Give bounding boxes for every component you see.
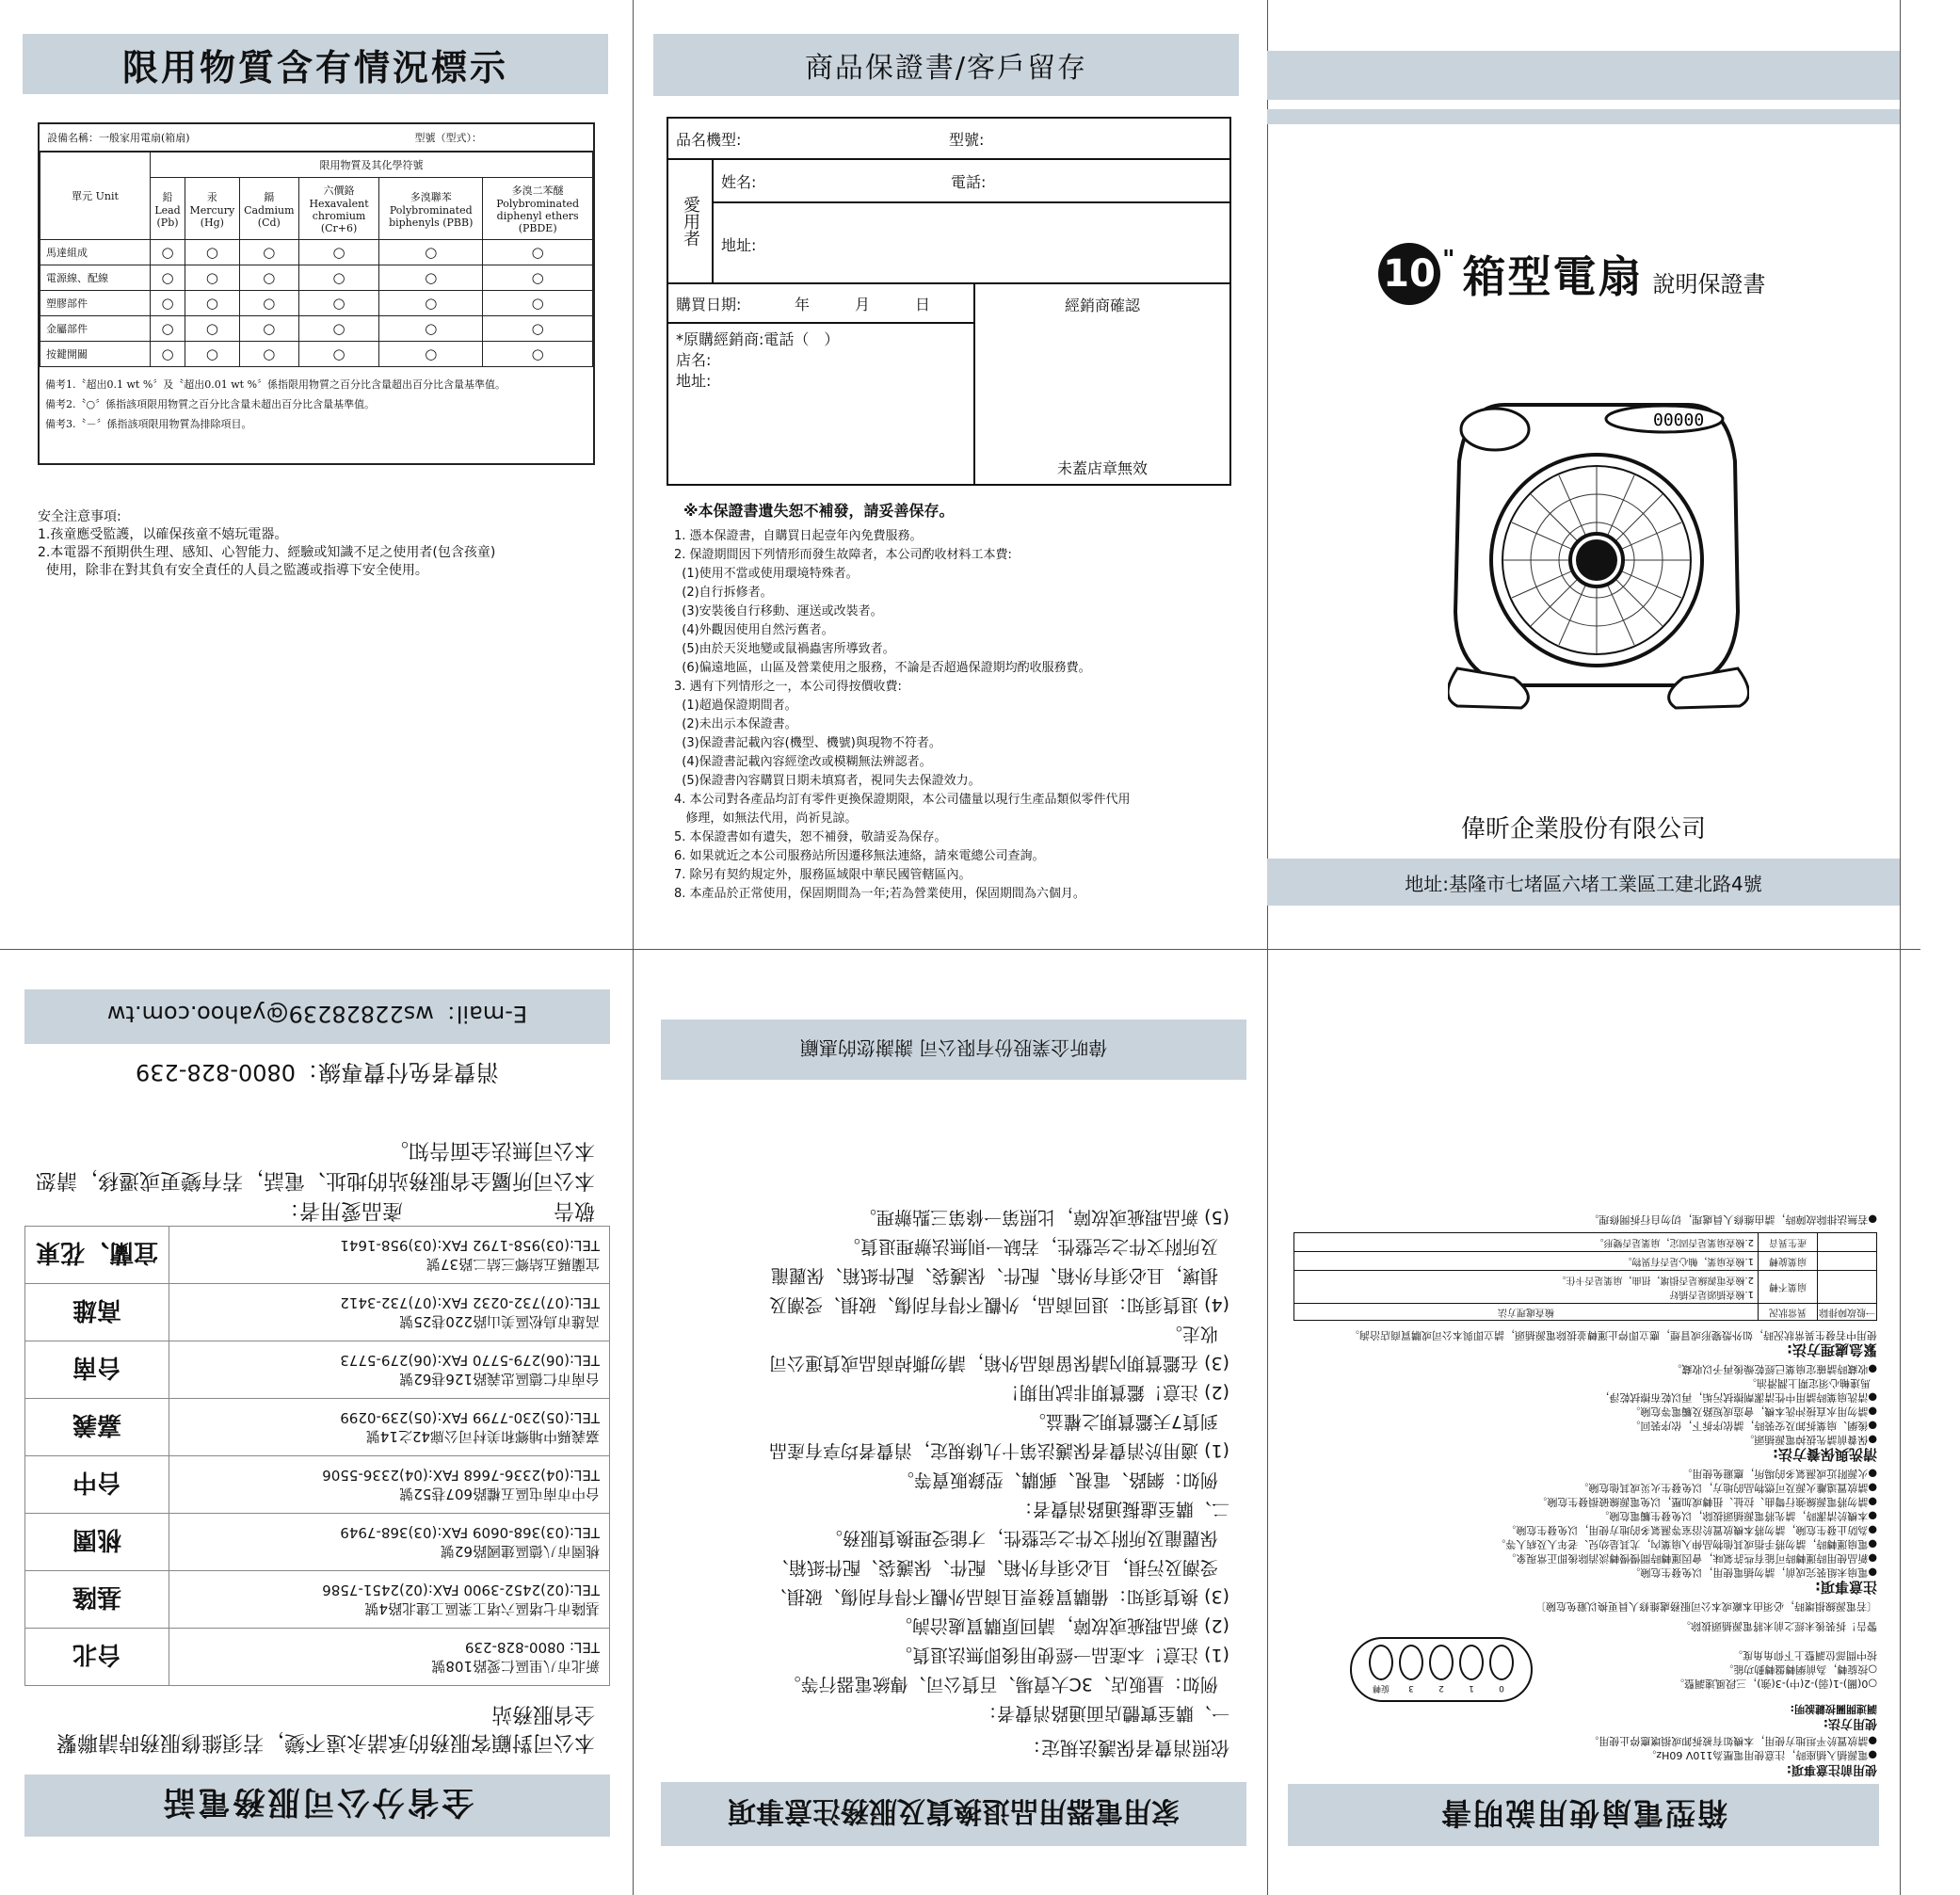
return-line: 例如：網路、電視、郵購、型錄販賣等。: [895, 1469, 1229, 1490]
service-intro: 本公司對顧客服務的承諾永遠不變，若須維修服務時請聯繫全省服務站: [56, 1702, 595, 1754]
size-value: 10: [1383, 252, 1436, 296]
branch-row: [25, 1341, 610, 1399]
mark-cell: ○: [298, 265, 378, 291]
mark-cell: ○: [379, 291, 483, 316]
manual-panel: [1267, 950, 1900, 1895]
product-subtitle: 說明保證書: [1652, 270, 1766, 297]
warranty-term-line: (6)偏遠地區，山區及營業使用之服務，不論是否超過保證期均酌收服務費。: [674, 661, 1091, 675]
fault-spacer: [1818, 1233, 1877, 1252]
fault-row: [1294, 1233, 1877, 1252]
mark-cell: ○: [379, 240, 483, 265]
button-label: 旋轉: [1373, 1683, 1390, 1693]
company-address: 地址:基隆市七堵區六堵工業區工建北路4號: [1405, 872, 1762, 895]
return-line: 到貨7天鑑賞期之權益。: [1027, 1411, 1229, 1432]
emergency-text: 使用中若發生異常狀況時，如外殼變形或冒煙，應立即停止運轉並拔除電源插頭，請立即與本公司或購買商店洽詢。: [1349, 1329, 1877, 1341]
fan-illustration: [1448, 386, 1749, 725]
branch-contact: [169, 1284, 610, 1341]
fold-line-3: [1900, 0, 1901, 1895]
unstamped-label: 未蓋店章無效: [1056, 459, 1148, 477]
warranty-term-line: 2. 保證期間因下列情形而發生故障者，本公司酌收材料工本費:: [674, 548, 1012, 562]
branch-row: [25, 1227, 610, 1284]
fault-header-status: 異常狀況: [1759, 1304, 1818, 1321]
fault-action: 1.檢查插頭是否插好 2.檢查電源線是否損壞，扭曲，扇葉是否卡住。: [1294, 1271, 1759, 1304]
size-badge: [1378, 243, 1440, 305]
cover-top-band: [1267, 51, 1900, 100]
mark-cell: ○: [151, 316, 185, 342]
restricted-notes: [40, 367, 593, 442]
table-row: [40, 291, 593, 316]
unit-cell: 按鍵開關: [40, 342, 151, 367]
return-footer: 偉昕企業股份有限公司 謝謝您的惠顧: [799, 1036, 1108, 1060]
device-model: 型號（型式）：: [414, 132, 482, 144]
branch-row: [25, 1399, 610, 1456]
fault-spacer: [1818, 1252, 1877, 1271]
return-policy-panel: [633, 950, 1267, 1895]
branch-name: 台北: [25, 1629, 169, 1686]
warranty-term-line: (1)使用不當或使用環境特殊者。: [674, 567, 859, 581]
substance-column-header: 多溴二苯醚 Polybrominated diphenyl ethers (PBDE): [483, 178, 593, 240]
branch-contact: [169, 1456, 610, 1514]
cleaning-line: ●後網、扇葉拆卸及安裝時，請依序拆下，依序裝回。: [1630, 1420, 1877, 1432]
branch-name: 台中: [25, 1456, 169, 1514]
warranty-term-line: 修理，如無法代用，尚祈見諒。: [674, 811, 858, 826]
table-row: [40, 265, 593, 291]
safety-section: [38, 508, 495, 580]
branch-tel: TEL:(06)279-5770 FAX:(06)279-5773: [340, 1352, 600, 1369]
restricted-table: [40, 152, 593, 367]
branch-address: 嘉義縣中埔鄉和美村司公廍42之14號: [365, 1428, 600, 1445]
branch-contact: [169, 1514, 610, 1571]
unit-cell: 塑膠部件: [40, 291, 151, 316]
warranty-term-line: (2)未出示本保證書。: [674, 717, 797, 731]
button-label: 2: [1438, 1683, 1444, 1693]
mark-cell: ○: [298, 316, 378, 342]
cleaning-line: ●清洗扇葉時請用中性清潔劑擦拭污垢，再以乾布擦拭乾淨，: [1599, 1391, 1877, 1404]
branch-contact: [169, 1227, 610, 1284]
button-label: 1: [1469, 1683, 1474, 1693]
unit-header: 單元 Unit: [40, 153, 151, 240]
company-name: 偉昕企業股份有限公司: [1460, 815, 1706, 843]
mark-cell: ○: [185, 265, 240, 291]
branch-tel: TEL:(07)732-0232 FAX:(07)732-3412: [340, 1294, 600, 1311]
fault-status: 扇葉旋轉: [1759, 1252, 1818, 1271]
warranty-term-line: (2)自行拆修者。: [674, 586, 773, 600]
pre-use-title: 使用前注意事項:: [1786, 1762, 1877, 1776]
return-line: 及所附文件之完整性，若缺一則無法辦理退貨。: [842, 1236, 1229, 1257]
caution-line: ●為防止發生危險，請勿將本機放置於浴室等濕氣多的地方使用，以免發生危險。: [1505, 1524, 1877, 1536]
user-label-text: 愛用者: [681, 196, 700, 247]
warranty-term-line: 4. 本公司對各產品均訂有零件更換保證期限，本公司儘量以現行生產品類似零件代用: [674, 793, 1131, 807]
caution-line: ●火源附近或濕氣多的場所，應避免使用。: [1681, 1468, 1877, 1480]
warranty-term-line: (1)超過保證期間者。: [674, 699, 797, 713]
mark-cell: ○: [185, 342, 240, 367]
service-title-bar: [24, 1775, 610, 1837]
control-title: 調速開關按鍵說明:: [1790, 1703, 1877, 1715]
button-label: 3: [1408, 1683, 1414, 1693]
email-bar: [24, 989, 610, 1044]
warranty-term-line: (4)保證書記載內容經塗改或模糊無法辨認者。: [674, 755, 932, 769]
month-label: 月: [855, 295, 871, 313]
control-line: 按中間部位調整上下仰角角度。: [1732, 1649, 1877, 1662]
branch-name: 嘉義: [25, 1399, 169, 1456]
branch-name: 宜蘭、花東: [25, 1227, 169, 1284]
branch-contact: [169, 1399, 610, 1456]
return-footer-bar: [661, 1020, 1246, 1080]
warranty-term-line: 3. 遇有下列情形之一，本公司得按價收費:: [674, 680, 902, 694]
purchase-date-label: 購買日期:: [676, 295, 742, 313]
branch-tel: TEL: 0800-828-239: [464, 1639, 600, 1656]
mark-cell: ○: [185, 291, 240, 316]
restricted-substances-panel: [0, 0, 633, 949]
manual-title-bar: [1288, 1784, 1879, 1846]
fault-action: 2.檢查扇葉是否固定，扇葉是否變形。: [1294, 1233, 1759, 1252]
branch-address: 台南市仁德區忠義路126巷62號: [399, 1371, 600, 1388]
caution-line: ●電扇未組裝完成前，請勿插電使用，以免發生危險。: [1630, 1566, 1877, 1579]
warranty-term-line: (4)外觀因使用自然污舊者。: [674, 623, 834, 637]
lost-notice: ※本保證書遺失恕不補發，請妥善保存。: [683, 502, 955, 520]
product-name: 箱型電扇: [1462, 251, 1644, 302]
pre-use-line: ●請放置於平坦地方使用，本機如有被拆卸或損壞應停止使用。: [1588, 1735, 1877, 1747]
shop-address-label: 地址:: [676, 372, 712, 390]
cleaning-line: 馬達軸心須定期上潤滑油。: [1746, 1377, 1877, 1389]
year-label: 年: [795, 295, 811, 313]
branch-row: [25, 1514, 610, 1571]
fault-header-row: [1294, 1304, 1877, 1321]
service-email: E-mail：ws22828239@yahoo.com.tw: [106, 1001, 528, 1028]
control-line: ○按旋轉，為前網轉盤轉動功能。: [1723, 1663, 1877, 1676]
manual-title: 箱型電扇使用說明書: [1439, 1795, 1728, 1831]
final-note: ●若無法排除故障時，請由維修人員處理，切勿自行拆開修理。: [1588, 1213, 1877, 1226]
restricted-title-bar: [23, 34, 608, 94]
return-line: 損壞，且必須有外箱、配件、保護袋、配件紙箱、保麗龍: [770, 1265, 1229, 1286]
branch-tel: TEL:(03)368-0609 FAX:(03)368-7949: [340, 1524, 600, 1541]
restricted-title: 限用物質含有情況標示: [121, 46, 508, 88]
cleaning-line: ●請勿用水直接沖洗本機，會造成短路及觸電等危險。: [1630, 1405, 1877, 1418]
safety-line: 1.孩童應受監護，以確保孩童不嬉玩電器。: [38, 527, 288, 542]
cleaning-line: ●收藏時請確定扇葉已經乾燥後再予以收藏。: [1671, 1363, 1877, 1375]
mark-cell: ○: [483, 342, 593, 367]
service-table: [24, 1226, 610, 1686]
mark-cell: ○: [298, 291, 378, 316]
warranty-terms: [674, 527, 1131, 904]
fan-control-button[interactable]: [1489, 1645, 1514, 1694]
return-intro: 依照消費者保護法規定：: [1022, 1737, 1229, 1759]
dealer-phone-label: *原購經銷商:電話（ ）: [676, 330, 840, 348]
branch-address: 台中市南屯區五權路607巷52號: [399, 1485, 600, 1502]
branch-tel: TEL:(03)958-1792 FAX:(03)958-1641: [340, 1237, 600, 1254]
return-line: (2) 新品瑕疵或故障，請回原購買處洽詢。: [894, 1615, 1229, 1636]
mark-cell: ○: [151, 342, 185, 367]
service-panel: [0, 950, 633, 1895]
dealer-confirm-label: 經銷商確認: [1064, 297, 1140, 314]
branch-address: 高雄市鳥松區美山路220巷25號: [399, 1313, 600, 1330]
safety-line: 使用，除非在對其負有安全責任的人員之監護或指導下安全使用。: [38, 563, 428, 578]
caution-line: ●請放置遠離火源及可燃物品的地方，以免發生火災或其他危險。: [1578, 1482, 1877, 1494]
branch-name: 桃園: [25, 1514, 169, 1571]
warranty-term-line: 8. 本產品於正常使用，保固期間為一年;若為營業使用，保固期間為六個月。: [674, 887, 1085, 901]
pre-use-line: ●電源插入插座時，注意使用電壓為110V 60Hz。: [1646, 1749, 1877, 1761]
return-line: 受潮及污損，且必須有外箱、配件、保護袋、配件紙箱、: [770, 1557, 1229, 1578]
size-unit: ": [1442, 246, 1455, 274]
mark-cell: ○: [379, 265, 483, 291]
mark-cell: ○: [483, 265, 593, 291]
cover-address-bar: [1267, 859, 1900, 906]
return-line: (2) 注意！鑑賞期非試用期！: [1002, 1382, 1229, 1403]
fault-table: [1293, 1232, 1877, 1321]
branch-name: 高雄: [25, 1284, 169, 1341]
mark-cell: ○: [239, 240, 298, 265]
return-line: 保麗龍及所附文件之完整性，才能受理換貨服務。: [824, 1528, 1229, 1549]
mark-cell: ○: [239, 265, 298, 291]
device-name: 設備名稱：一般家用電扇(箱扇): [47, 132, 190, 144]
warranty-panel: [633, 0, 1267, 949]
control-panel: [1350, 1637, 1533, 1702]
mark-cell: ○: [151, 240, 185, 265]
unit-cell: 電源線、配線: [40, 265, 151, 291]
button-shape: [1369, 1645, 1393, 1680]
fan-control-button[interactable]: [1459, 1645, 1484, 1694]
branch-tel: TEL:(02)2452-3900 FAX:(02)2451-7586: [322, 1582, 600, 1598]
warranty-term-line: 5. 本保證書如有遺失，恕不補發，敬請妥為保存。: [674, 830, 947, 844]
restricted-table-box: [38, 122, 595, 465]
mark-cell: ○: [483, 316, 593, 342]
mark-cell: ○: [298, 342, 378, 367]
branch-address: 基隆市七堵區六堵工業區工建北路4號: [364, 1600, 600, 1617]
button-shape: [1399, 1645, 1423, 1680]
unit-cell: 金屬部件: [40, 316, 151, 342]
button-shape: [1489, 1645, 1514, 1680]
return-sections: [769, 1202, 1229, 1727]
return-line: 一、購至實體店面通路消費者：: [978, 1703, 1229, 1724]
table-row: [40, 342, 593, 367]
control-line: ○0(關)-1(弱)-2(中)-3(強)，三段風速調整。: [1674, 1678, 1877, 1690]
name-label: 姓名:: [721, 172, 757, 191]
safety-title: 安全注意事項:: [38, 509, 121, 524]
fault-action: 1.檢查扇葉，軸心是否有異物。: [1294, 1252, 1759, 1271]
mark-cell: ○: [239, 291, 298, 316]
return-line: 二、購至虛擬通路消費者：: [1014, 1499, 1229, 1519]
unit-cell: 馬達組成: [40, 240, 151, 265]
cover-title: [1378, 243, 1766, 305]
fault-status: 扇葉不轉: [1759, 1271, 1818, 1304]
shop-name-label: 店名:: [676, 351, 712, 369]
user-label: [668, 160, 714, 282]
return-line: (4) 退貨須知：退回商品，外觀不得有刮傷、破損、受潮及: [769, 1294, 1229, 1315]
manual-body: [1293, 1212, 1877, 1776]
caution-line: ●電扇運轉時，請勿將手指或其他物品伸入扇葉內，尤其是幼兒、老年人及病人等。: [1495, 1538, 1877, 1550]
service-notice: [30, 1134, 595, 1225]
caution-title: 注意事項:: [1815, 1579, 1877, 1596]
product-model-label: 品名機型:: [676, 130, 742, 149]
warranty-term-line: 1. 憑本保證書，自購買日起壹年內免費服務。: [674, 529, 923, 543]
warranty-title-bar: [653, 34, 1239, 96]
repair-note: 〔若電源線損壞時，必須由本廠或本公司服務處維修人員更換以避免危險〕: [1535, 1600, 1877, 1613]
return-line: (1) 適用於消費者保護法第十九條規定，消費者均享有產品: [769, 1440, 1229, 1461]
usage-title: 使用方法:: [1823, 1716, 1877, 1730]
address-label: 地址:: [721, 235, 757, 254]
mark-cell: ○: [379, 342, 483, 367]
warranty-term-line: (3)保證書記載內容(機型、機號)與現物不符者。: [674, 736, 941, 750]
mark-cell: ○: [298, 240, 378, 265]
warranty-term-line: (5)由於天災地變或鼠禍蟲害所導致者。: [674, 642, 895, 656]
warranty-form: [667, 117, 1231, 486]
return-line: (1) 注意！本產品一經使用後即無法退貨。: [894, 1645, 1229, 1665]
branch-address: 桃園市八德區建國路62號: [440, 1543, 600, 1560]
warranty-term-line: (5)保證書內容購買日期未填寫者，視同失去保證效力。: [674, 774, 981, 788]
button-label: 0: [1499, 1683, 1504, 1693]
notice-label: 敬告: [553, 1198, 595, 1222]
return-line: (3) 換貨須知：備購買發票且商品外觀不得有刮傷、破損、: [769, 1586, 1229, 1607]
notice-sub: 產品愛用者：: [278, 1198, 403, 1222]
warning-text: 警告！拆裝後未經之前未將電源插頭拔除。: [1680, 1620, 1877, 1632]
mark-cell: ○: [185, 316, 240, 342]
branch-row: [25, 1284, 610, 1341]
fault-row: [1294, 1271, 1877, 1304]
note-line: 備考1.〝超出0.1 wt %〞及〝超出0.01 wt %〞係指限用物質之百分比含量超出百分比含量基準值。: [45, 378, 506, 391]
branch-address: 宜蘭縣五結鄉三結二路37號: [426, 1256, 600, 1273]
mark-cell: ○: [483, 240, 593, 265]
fan-control-button[interactable]: [1429, 1645, 1454, 1694]
note-line: 備考2.〝○〞係指該項限用物質之百分比含量未超出百分比含量基準值。: [45, 398, 376, 410]
fault-header-action: 檢查處理方法: [1294, 1304, 1759, 1321]
fan-control-button[interactable]: [1369, 1645, 1393, 1694]
substance-column-header: 多溴聯苯 Polybrominated biphenyls (PBB): [379, 178, 483, 240]
group-header: 限用物質及其化學符號: [151, 153, 593, 178]
table-row: [40, 316, 593, 342]
hotline: 消費者免付費專線：0800-828-239: [136, 1059, 500, 1085]
branch-name: 基隆: [25, 1571, 169, 1629]
substance-column-header: 六價鉻 Hexavalent chromium (Cr+6): [298, 178, 378, 240]
caution-line: ●本機於清潔時，請先將電源插頭拔除，以免發生觸電危險。: [1599, 1510, 1877, 1522]
emergency-title: 緊急處理方法:: [1787, 1341, 1877, 1358]
fan-display-text: 00000: [1653, 410, 1705, 430]
mark-cell: ○: [239, 342, 298, 367]
cleaning-line: ●保養前請先拔掉電源插頭。: [1743, 1434, 1877, 1446]
mark-cell: ○: [151, 291, 185, 316]
return-title: 家用電器用品退換貨及服務注意事項: [728, 1794, 1180, 1827]
return-title-bar: [661, 1782, 1246, 1846]
warranty-term-line: (3)安裝後自行移動、運送或改裝者。: [674, 604, 883, 618]
cover-top-thin-band: [1267, 109, 1900, 124]
warranty-term-line: 6. 如果就近之本公司服務站所因遷移無法連絡，請來電總公司查詢。: [674, 849, 1045, 863]
cleaning-title: 清洗與保養方法:: [1773, 1446, 1877, 1463]
branch-address: 新北市八里區仁愛路108號: [431, 1658, 600, 1675]
branch-row: [25, 1456, 610, 1514]
mark-cell: ○: [185, 240, 240, 265]
warranty-term-line: 7. 除另有契約規定外，服務區域限中華民國管轄區內。: [674, 868, 972, 882]
fault-status: 產生異音: [1759, 1233, 1818, 1252]
return-line: 例如：量販店、3C大賣場、百貨公司、傳統電器行等。: [782, 1674, 1229, 1694]
table-row: [40, 240, 593, 265]
button-shape: [1429, 1645, 1454, 1680]
branch-row: [25, 1571, 610, 1629]
substance-column-header: 鎘Cadmium (Cd): [239, 178, 298, 240]
button-shape: [1459, 1645, 1484, 1680]
mark-cell: ○: [379, 316, 483, 342]
model-no-label: 型號:: [949, 130, 985, 149]
mark-cell: ○: [151, 265, 185, 291]
fault-spacer: [1818, 1271, 1877, 1304]
branch-contact: [169, 1629, 610, 1686]
note-line: 備考3.〝－〞係指該項限用物質為排除項目。: [45, 418, 252, 430]
caution-line: ●請勿將電源線強行彎曲、拉扯、扭轉或加壓，以免電源線破損發生危險。: [1536, 1496, 1877, 1508]
day-label: 日: [915, 295, 931, 313]
mark-cell: ○: [239, 316, 298, 342]
return-line: (3) 在鑑賞期內請保留商品外箱，請勿撕掉商品或貨運公司: [769, 1353, 1229, 1373]
fault-group: 一般故障排除: [1818, 1304, 1877, 1321]
branch-tel: TEL:(05)230-7799 FAX:(05)239-0299: [340, 1409, 600, 1426]
fault-row: [1294, 1252, 1877, 1271]
branch-contact: [169, 1571, 610, 1629]
service-title: 全省分公司服務電話: [160, 1783, 474, 1822]
warranty-title: 商品保證書/客戶留存: [804, 52, 1088, 85]
return-line: 收走。: [1164, 1324, 1229, 1344]
branch-name: 台南: [25, 1341, 169, 1399]
mark-cell: ○: [483, 291, 593, 316]
substance-column-header: 汞Mercury (Hg): [185, 178, 240, 240]
safety-line: 2.本電器不預期供生理、感知、心智能力、經驗或知識不足之使用者(包含孩童): [38, 545, 496, 560]
cover-panel: [1267, 0, 1900, 949]
return-line: (5) 新品瑕疵或故障，比照第一條第三點辦理。: [859, 1207, 1229, 1228]
phone-label: 電話:: [951, 172, 987, 191]
notice-text: 本公司所屬全省服務站的地址、電話，若有變更或遷移，請恕本公司無法全面告知。: [35, 1138, 595, 1192]
fan-control-button[interactable]: [1399, 1645, 1423, 1694]
branch-contact: [169, 1341, 610, 1399]
branch-row: [25, 1629, 610, 1686]
substance-column-header: 鉛Lead (Pb): [151, 178, 185, 240]
caution-line: ●新品使用時運轉時可能有些許氣味，會因運轉時間慢慢轉淡消除後即正常現象。: [1505, 1552, 1877, 1565]
branch-tel: TEL:(04)2336-7668 FAX:(04)2336-5506: [322, 1467, 600, 1484]
